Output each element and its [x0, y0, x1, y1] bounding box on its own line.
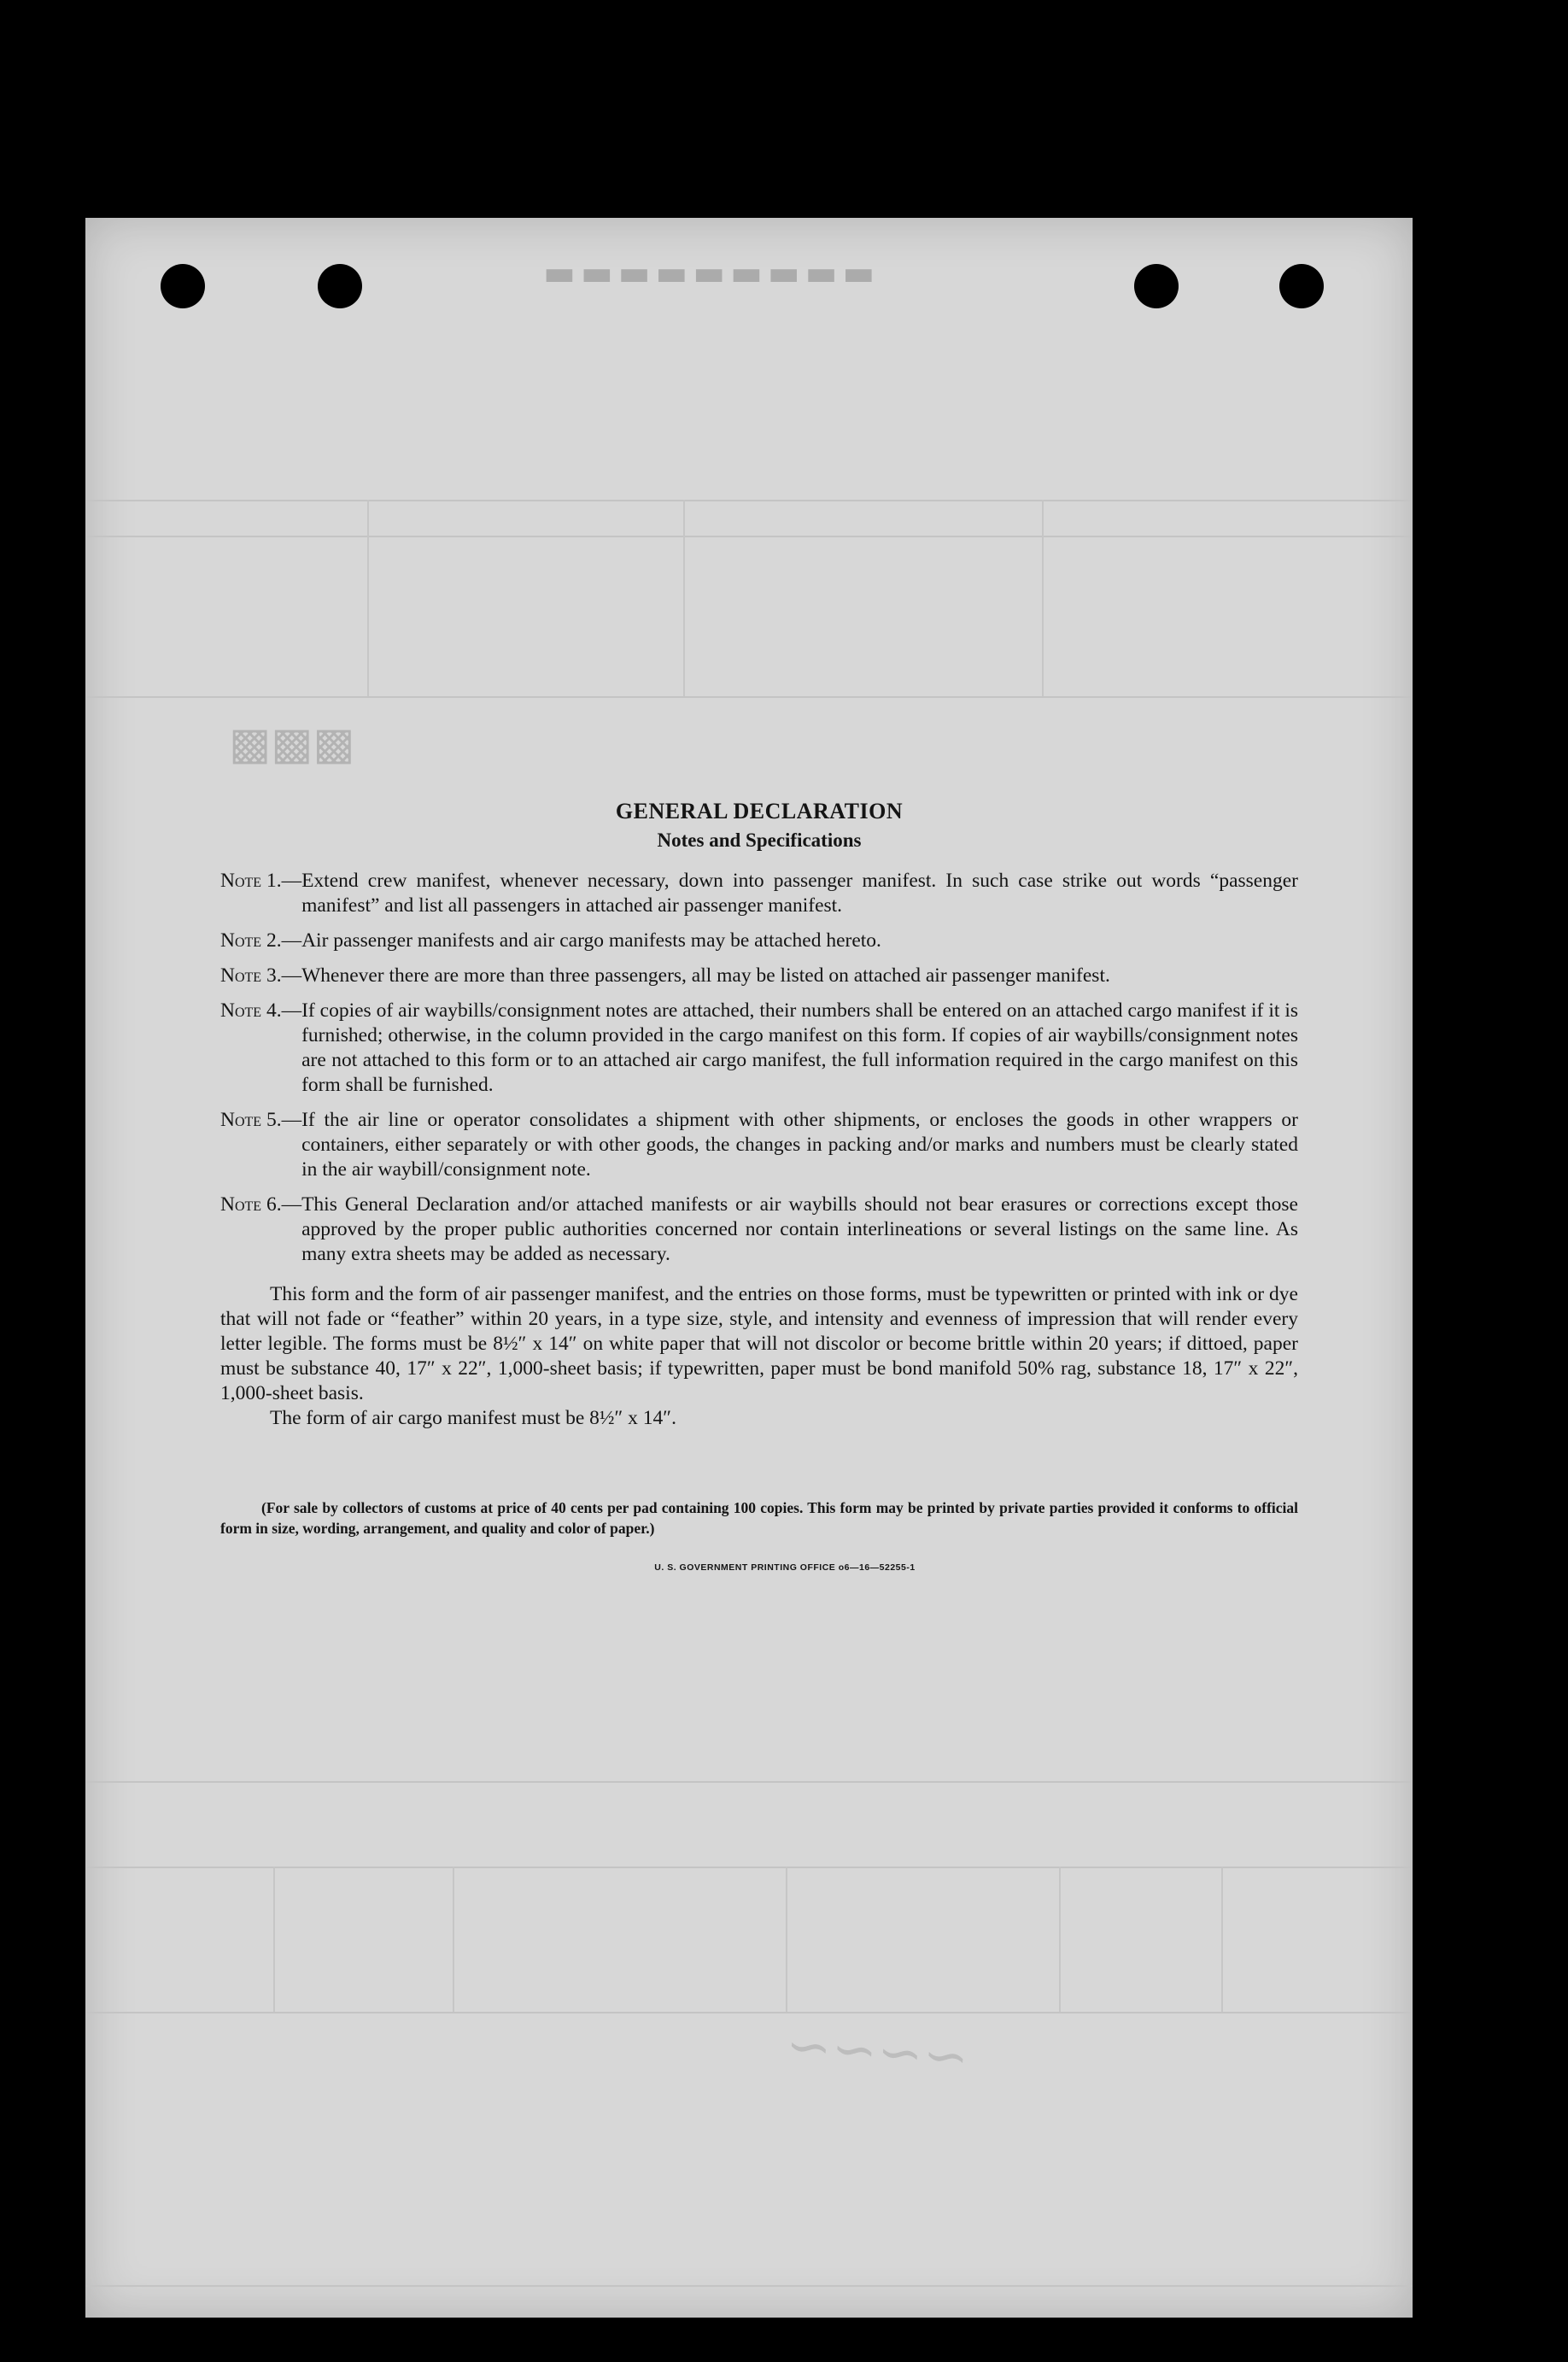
- punch-hole: [1279, 264, 1324, 308]
- note-1: Note 1.— Extend crew manifest, whenever necessary, down into passenger manifest. In such case strike out words “passenger manifest” and list all passengers in attached air passenger manifest.: [220, 870, 1298, 917]
- bleed-through-handwriting: ~~~~: [783, 2013, 971, 2090]
- punch-hole: [161, 264, 205, 308]
- bleed-through-rule: [85, 1781, 1413, 1783]
- page-title: GENERAL DECLARATION: [615, 799, 904, 823]
- page-subtitle: Notes and Specifications: [657, 829, 862, 851]
- bleed-through-rule: [85, 696, 1413, 698]
- bleed-through-rule: [683, 500, 685, 696]
- note-label: Note 5.: [220, 1109, 282, 1131]
- note-text: This General Declaration and/or attached manifests or air waybills should not bear erasures or corrections except those approved by the proper public authorities concerned nor contain interlineations or several listings on the same line. As many extra sheets may be added as necessary.: [301, 1193, 1298, 1265]
- note-label: Note 2.: [220, 929, 282, 952]
- bleed-through-rule: [786, 1867, 787, 2012]
- punch-hole: [1134, 264, 1179, 308]
- document-page: [85, 218, 1413, 2318]
- bleed-through-rule: [85, 1867, 1413, 1868]
- note-3: Note 3.— Whenever there are more than three passengers, all may be listed on attached air passenger manifest.: [220, 964, 1298, 988]
- bleed-through-rule: [453, 1867, 454, 2012]
- bleed-through-rule: [367, 500, 369, 696]
- note-5: Note 5.— If the air line or operator consolidates a shipment with other shipments, or encloses the goods in other wrappers or containers, either separately or with other goods, the changes in packing and/or marks and numbers must be clearly stated in the air waybill/consignment note.: [220, 1109, 1298, 1181]
- bleed-through-rule: [1042, 500, 1044, 696]
- printer-imprint: U. S. GOVERNMENT PRINTING OFFICE o6—16—52255-1: [654, 1562, 916, 1573]
- cargo-form-paragraph: The form of air cargo manifest must be 8½″ x 14″.: [270, 1407, 676, 1429]
- form-requirements-paragraph: This form and the form of air passenger manifest, and the entries on those forms, must be typewritten or printed with ink or dye that will not fade or “feather” within 20 years, in a type size, style, and intensity and evenness of impression that will render every letter legible. The forms must be 8½″ x 14″ on white paper that will not discolor or become brittle within 20 years; if dittoed, paper must be substance 40, 17″ x 22″, 1,000-sheet basis; if typewritten, paper must be bond manifold 50% rag, substance 18, 17″ x 22″, 1,000-sheet basis.: [220, 1283, 1298, 1404]
- note-text: If the air line or operator consolidates a shipment with other shipments, or encloses the goods in other wrappers or containers, either separately or with other goods, the changes in packing and/or marks and numbers must be clearly stated in the air waybill/consignment note.: [301, 1109, 1298, 1181]
- note-label: Note 1.: [220, 870, 282, 892]
- bleed-through-rule: [1221, 1867, 1223, 2012]
- note-6: Note 6.— This General Declaration and/or attached manifests or air waybills should not bear erasures or corrections except those approved by the proper public authorities concerned nor contain interlineations or several listings on the same line. As many extra sheets may be added as necessary.: [220, 1193, 1298, 1265]
- note-text: Air passenger manifests and air cargo manifests may be attached hereto.: [301, 929, 881, 952]
- note-label: Note 6.: [220, 1193, 282, 1216]
- punch-hole: [318, 264, 362, 308]
- note-label: Note 3.: [220, 964, 282, 987]
- bleed-through-rule: [85, 2012, 1413, 2013]
- note-2: Note 2.— Air passenger manifests and air cargo manifests may be attached hereto.: [220, 929, 1298, 953]
- declaration-notes: [220, 799, 1298, 1573]
- note-text: Extend crew manifest, whenever necessary, down into passenger manifest. In such case strike out words “passenger manifest” and list all passengers in attached air passenger manifest.: [301, 870, 1298, 917]
- note-4: Note 4.— If copies of air waybills/consignment notes are attached, their numbers shall be entered on an attached cargo manifest if it is furnished; otherwise, in the column provided in the cargo manifest on this form. If copies of air waybills/consignment notes are not attached to this form or to an attached air cargo manifest, the full information required in the cargo manifest on this form shall be furnished.: [220, 999, 1298, 1096]
- bleed-through-stamp: ▩▩▩: [229, 718, 355, 770]
- bleed-through-rule: [1059, 1867, 1061, 2012]
- note-text: Whenever there are more than three passengers, all may be listed on attached air passenger manifest.: [301, 964, 1110, 987]
- bleed-through-rule: [85, 2285, 1413, 2287]
- bleed-through-rule: [85, 500, 1413, 501]
- note-text: If copies of air waybills/consignment notes are attached, their numbers shall be entered on an attached cargo manifest if it is furnished; otherwise, in the column provided in the cargo manifest on this form. If copies of air waybills/consignment notes are not attached to this form or to an attached air cargo manifest, the full information required in the cargo manifest on this form shall be furnished.: [301, 999, 1298, 1096]
- bleed-through-heading: ▬▬▬▬▬▬▬▬▬: [538, 254, 875, 293]
- note-label: Note 4.: [220, 999, 282, 1022]
- sale-notice: (For sale by collectors of customs at price of 40 cents per pad containing 100 copies. This form may be printed by private parties provided it conforms to official form in size, wording, arrangement, and quality and color of paper.): [220, 1499, 1298, 1537]
- bleed-through-rule: [273, 1867, 275, 2012]
- bleed-through-rule: [85, 536, 1413, 537]
